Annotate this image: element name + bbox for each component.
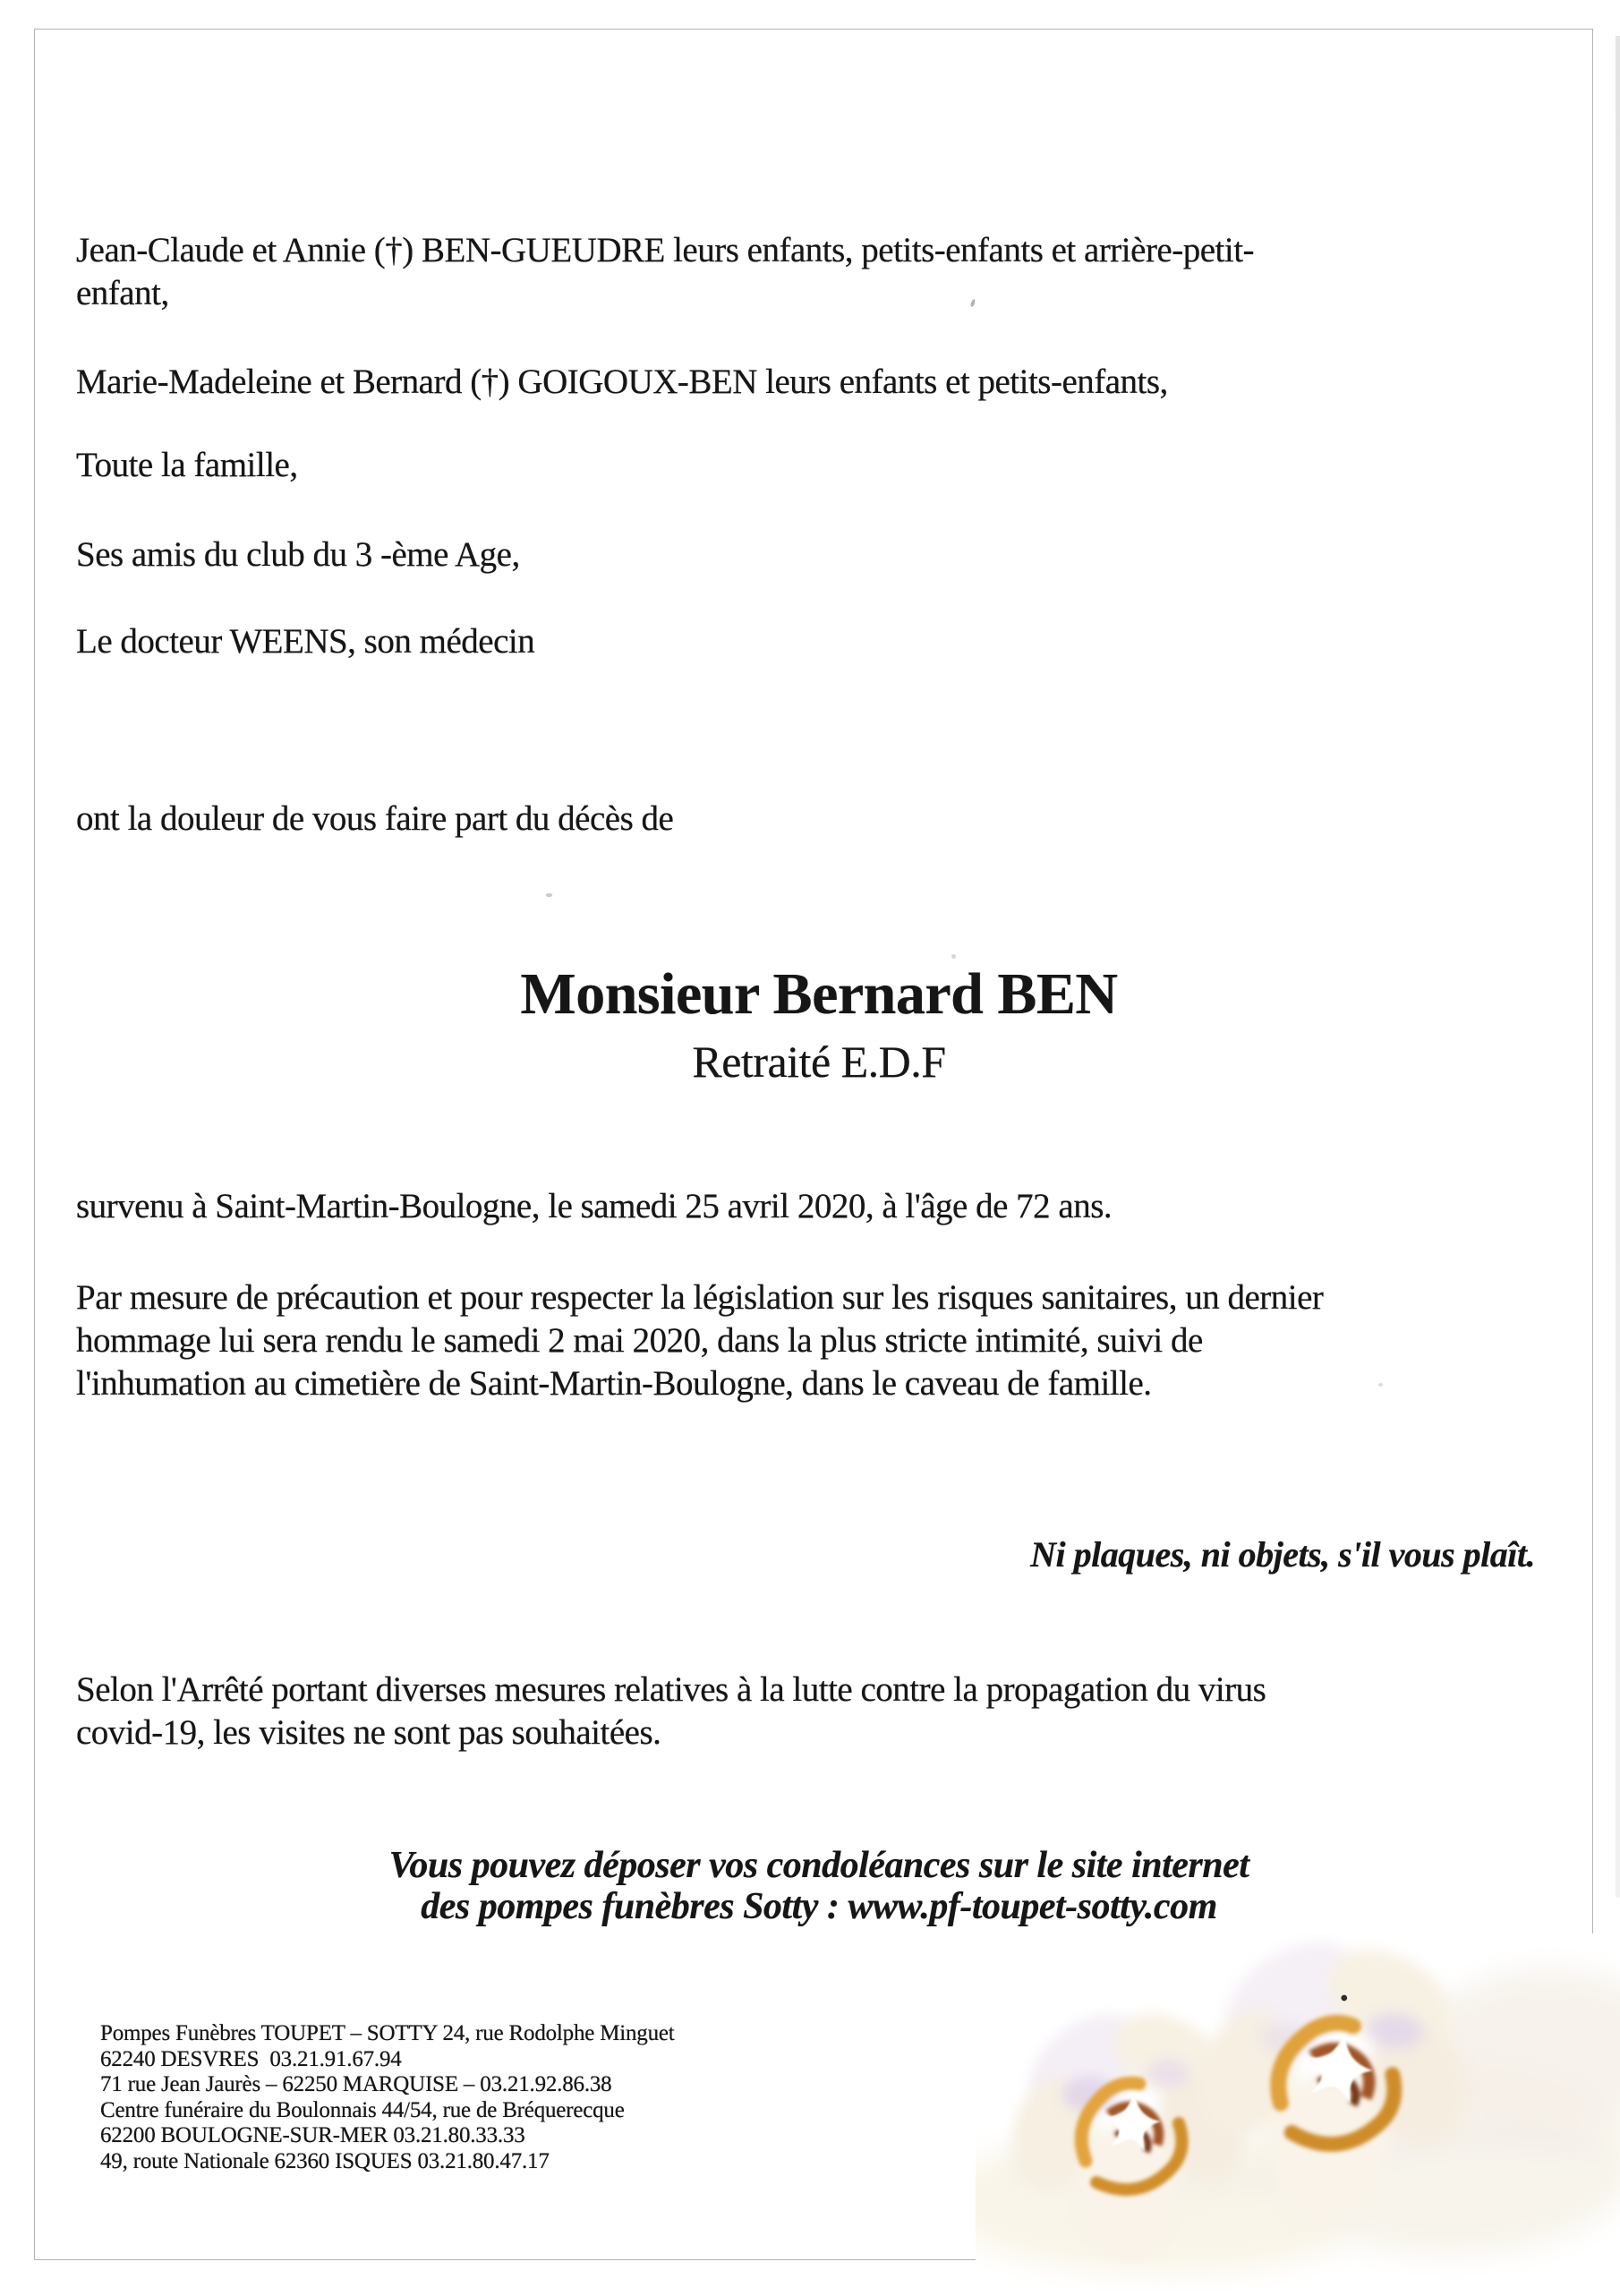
family-line-4: Ses amis du club du 3 -ème Age, xyxy=(76,535,520,574)
covid-note: Selon l'Arrêté portant diverses mesures relatives à la lutte contre la propagation du virus covid-19, les visites ne sont pas souhaitées. xyxy=(76,1670,1266,1752)
family-line-5: Le docteur WEENS, son médecin xyxy=(76,622,535,661)
announcement-line: ont la douleur de vous faire part du décès de xyxy=(76,799,674,838)
orchid-watercolor-image xyxy=(976,1933,1620,2292)
orchid-flowers-icon xyxy=(976,1933,1620,2292)
family-line-1: Jean-Claude et Annie (†) BEN-GUEUDRE leurs enfants, petits-enfants et arrière-petit- enfant, xyxy=(76,231,1255,312)
no-flowers-note: Ni plaques, ni objets, s'il vous plaît. xyxy=(1030,1534,1535,1575)
funeral-home-addresses: Pompes Funèbres TOUPET – SOTTY 24, rue Rodolphe Minguet 62240 DESVRES 03.21.91.67.94 71 rue Jean Jaurès – 62250 MARQUISE – 03.21.92.86.38 Centre funéraire du Boulonnais 44/54, rue de Bréquerecque 62200 BOULOGNE-SUR-MER 03.21.80.33.33 49, route Nationale 62360 ISQUES 03.21.80.47.17 xyxy=(100,2021,675,2173)
ceremony-details: Par mesure de précaution et pour respecter la législation sur les risques sanitaires, un dernier hommage lui sera rendu le samedi 2 mai 2020, dans la plus stricte intimité, suivi de l'inhumation au cimetière de Saint-Martin-Boulogne, dans le caveau de famille. xyxy=(76,1278,1324,1403)
death-details: survenu à Saint-Martin-Boulogne, le samedi 25 avril 2020, à l'âge de 72 ans. xyxy=(76,1187,1113,1225)
deceased-name: Monsieur Bernard BEN xyxy=(520,961,1118,1027)
scan-edge-shadow xyxy=(1616,36,1620,1898)
condolences-note: Vous pouvez déposer vos condoléances sur le site internet des pompes funèbres Sotty : www.pf-toupet-sotty.com xyxy=(388,1845,1249,1927)
scan-speck xyxy=(546,893,552,897)
family-line-3: Toute la famille, xyxy=(76,446,298,484)
family-line-2: Marie-Madeleine et Bernard (†) GOIGOUX-BEN leurs enfants et petits-enfants, xyxy=(76,363,1168,401)
deceased-role: Retraité E.D.F xyxy=(692,1037,946,1087)
scan-speck xyxy=(1378,1383,1383,1387)
scan-speck xyxy=(951,954,956,959)
